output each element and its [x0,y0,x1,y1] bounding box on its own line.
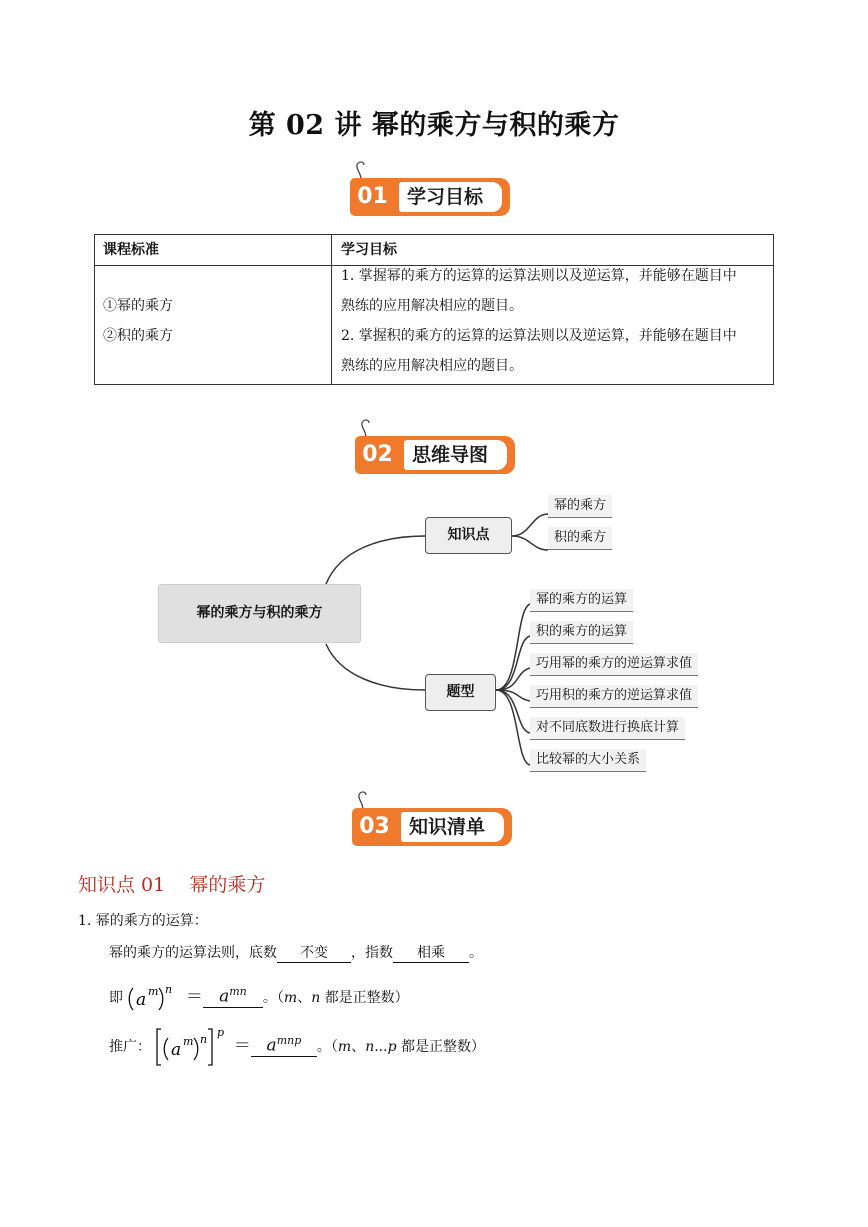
section-label: 思维导图 [404,440,507,470]
svg-text:a: a [171,1040,182,1060]
rule-line: 幂的乘方的运算法则，底数 不变 ，指数 相乘 。 [109,942,483,963]
section-number: 02 [355,436,400,474]
mindmap-root: 幂的乘方与积的乘方 [158,584,361,643]
section-badge-mindmap [355,418,525,478]
mindmap-leaf: 幂的乘方 [548,495,612,518]
mindmap-branch-types: 题型 [425,674,496,711]
section-label: 学习目标 [399,182,502,212]
mindmap-branch-knowledge: 知识点 [425,517,512,554]
mindmap-leaf: 对不同底数进行换底计算 [530,717,685,740]
answer-blank: 相乘 [393,942,469,963]
svg-text:m: m [148,985,159,998]
page-title: 第 02 讲 幂的乘方与积的乘方 [248,110,620,141]
table-header-standard: 课程标准 [103,242,159,258]
knowledge-item: 1. 幂的乘方的运算： [78,913,208,929]
section-badge-knowledge [352,790,522,850]
section-number: 01 [350,178,395,216]
answer-blank: 不变 [277,942,351,963]
mindmap-leaf: 巧用幂的乘方的逆运算求值 [530,653,698,676]
table-right-line: 2. 掌握积的乘方的运算的运算法则以及逆运算，并能够在题目中 [341,328,737,344]
table-right-line: 1. 掌握幂的乘方的运算的运算法则以及逆运算，并能够在题目中 [341,268,737,284]
table-left-item: ①幂的乘方 [103,298,173,314]
mindmap-leaf: 巧用积的乘方的逆运算求值 [530,685,698,708]
formula-generalization [155,1026,229,1068]
svg-text:n: n [200,1033,208,1046]
mindmap-leaf: 幂的乘方的运算 [530,589,633,612]
mindmap-leaf: 积的乘方的运算 [530,621,633,644]
mindmap-leaf: 比较幂的大小关系 [530,749,646,772]
knowledge-heading: 知识点 01 幂的乘方 [78,874,266,896]
mindmap-leaf: 积的乘方 [548,527,612,550]
svg-text:m: m [183,1035,194,1048]
table-left-item: ②积的乘方 [103,328,173,344]
table-right-line: 熟练的应用解决相应的题目。 [341,358,523,374]
svg-text:a: a [136,990,147,1010]
formula-line-2: 推广： a m n p ＝ $a^{mnp}$ 。（m、n...p 都是正整数） [109,1026,485,1068]
goals-table [94,234,774,385]
table-right-line: 熟练的应用解决相应的题目。 [341,298,523,314]
table-header-goals: 学习目标 [341,242,397,258]
section-label: 知识清单 [401,812,504,842]
formula-power-of-power [127,984,181,1012]
section-badge-goals [350,160,520,220]
formula-line-1: 即 a m n ＝ $a^{mn}$ 。（m、n 都是正整数） [109,984,409,1010]
answer-blank: $a^{mnp}$ [251,1034,317,1057]
section-number: 03 [352,808,397,846]
answer-blank: $a^{mn}$ [203,985,263,1008]
svg-text:n: n [165,984,173,996]
svg-text:p: p [217,1026,225,1039]
